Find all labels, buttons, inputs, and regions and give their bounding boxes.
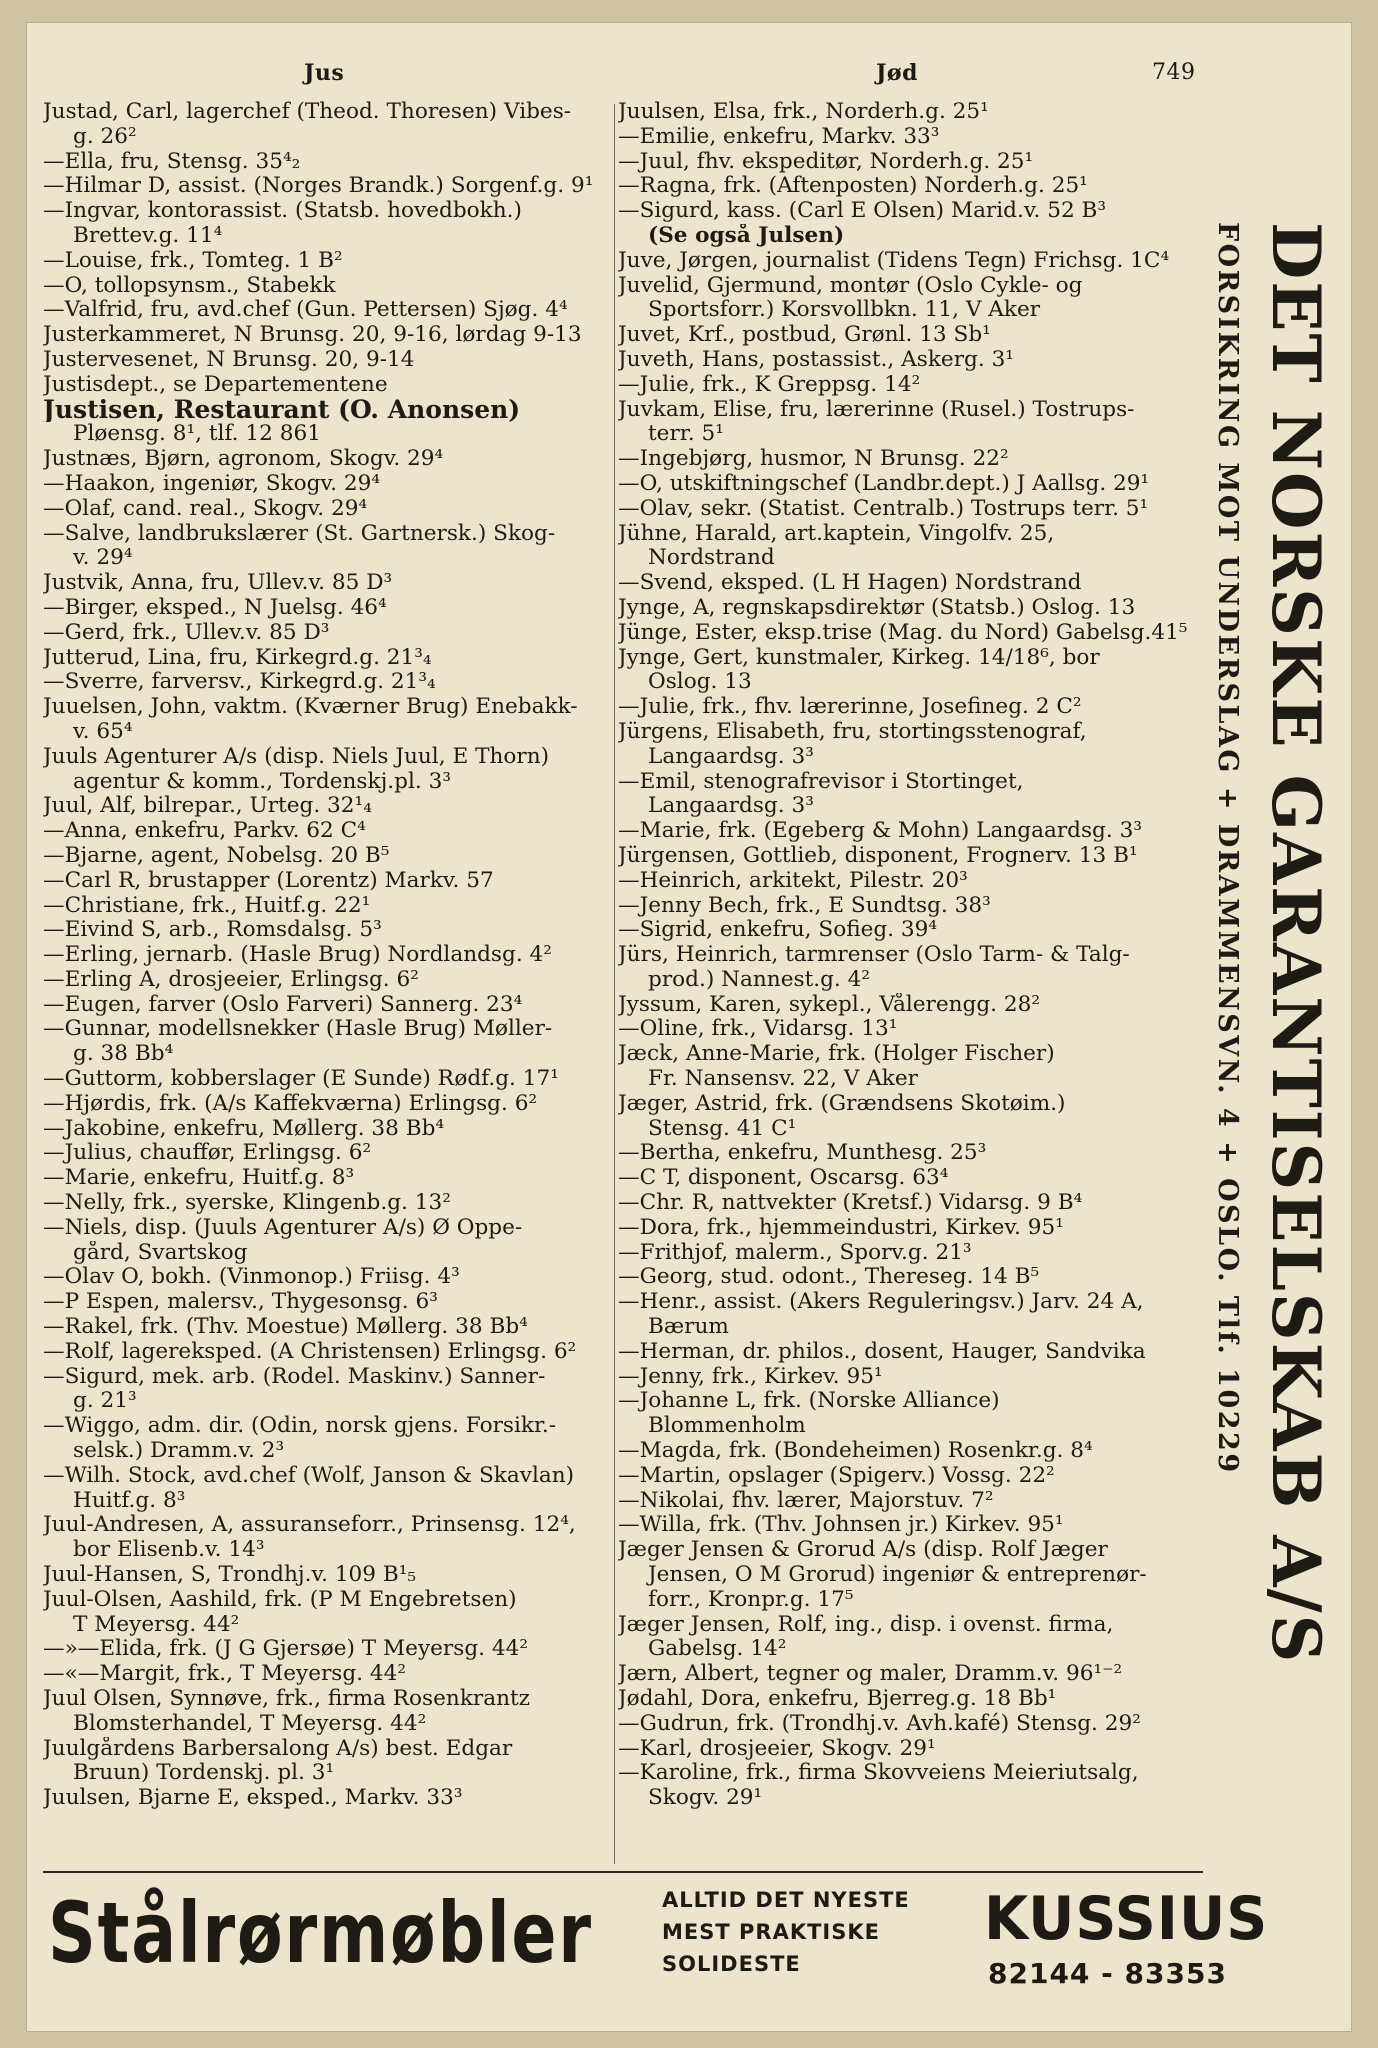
directory-entry-line: Jünge, Ester, eksp.trise (Mag. du Nord) Gabelsg.41⁵ [618,620,1188,645]
directory-entry-line: —Henr., assist. (Akers Reguleringsv.) Jarv. 24 A, [618,1290,1144,1315]
directory-entry-line: —Karl, drosjeeier, Skogv. 29¹ [618,1736,936,1761]
directory-entry-line: —Nikolai, fhv. lærer, Majorstuv. 7² [618,1488,994,1513]
directory-entry-line: —Gudrun, frk. (Trondhj.v. Avh.kafé) Stensg. 29² [618,1711,1141,1736]
directory-entry-line: Huitf.g. 8³ [73,1488,186,1513]
directory-entry-line: —Salve, landbrukslærer (St. Gartnersk.) Skog- [43,521,556,546]
directory-entry-line: Justvik, Anna, fru, Ullev.v. 85 D³ [43,571,393,596]
directory-entry-line: —Hjørdis, frk. (A/s Kaffekværna) Erlingsg. 6² [43,1091,538,1116]
directory-entry-line: Juuls Agenturer A/s (disp. Niels Juul, E Thorn) [43,744,550,769]
directory-entry-line: terr. 5¹ [648,422,724,447]
directory-entry-line: —Sigurd, mek. arb. (Rodel. Maskinv.) Sanner- [43,1364,546,1389]
directory-entry-line: —Juul, fhv. ekspeditør, Norderh.g. 25¹ [618,149,1034,174]
directory-entry-line: —Oline, frk., Vidarsg. 13¹ [618,1017,898,1042]
directory-entry-line: Langaardsg. 3³ [648,794,814,819]
directory-entry-line: Jürgens, Elisabeth, fru, stortingsstenograf, [618,719,1087,744]
directory-entry-line: —Ragna, frk. (Aftenposten) Norderh.g. 25¹ [618,174,1088,199]
directory-entry-line: T Meyersg. 44² [73,1612,240,1637]
directory-entry-line: —Ingebjørg, husmor, N Brunsg. 22² [618,447,1009,472]
directory-entry-line: —«—Margit, frk., T Meyersg. 44² [43,1662,407,1687]
directory-entry-line: Jærn, Albert, tegner og maler, Dramm.v. 96¹⁻² [618,1662,1123,1687]
directory-entry-line: —Jakobine, enkefru, Møllerg. 38 Bb⁴ [43,1116,445,1141]
directory-entry-line: Pløensg. 8¹, tlf. 12 861 [73,422,321,447]
directory-entry-line: Jürgensen, Gottlieb, disponent, Frognerv. 13 B¹ [618,843,1138,868]
directory-entry-line: Jæger Jensen, Rolf, ing., disp. i ovenst. firma, [618,1612,1114,1637]
directory-entry-line: —Olaf, cand. real., Skogv. 29⁴ [43,496,368,521]
directory-entry-line: forr., Kronpr.g. 17⁵ [648,1587,854,1612]
directory-entry-line: —Julie, frk., fhv. lærerinne, Josefineg. 2 C² [618,695,1082,720]
directory-entry-line: agentur & komm., Tordenskj.pl. 3³ [73,769,452,794]
directory-entry-line: Justisdept., se Departementene [43,372,388,397]
directory-entry-line: —Svend, eksped. (L H Hagen) Nordstrand [618,571,1082,596]
directory-entry-line: —Wilh. Stock, avd.chef (Wolf, Janson & Skavlan) [43,1463,575,1488]
directory-entry-line: —Carl R, brustapper (Lorentz) Markv. 57 [43,868,494,893]
directory-entry-line: —Emilie, enkefru, Markv. 33³ [618,124,940,149]
directory-entry-line: Blomsterhandel, T Meyersg. 44² [73,1711,427,1736]
directory-entry-line: Fr. Nansensv. 22, V Aker [648,1067,918,1092]
directory-entry-line: —C T, disponent, Oscarsg. 63⁴ [618,1166,949,1191]
directory-entry-line: —Sigurd, kass. (Carl E Olsen) Marid.v. 52 B³ [618,199,1107,224]
directory-entry-line: Juvet, Krf., postbud, Grønl. 13 Sb¹ [618,323,991,348]
directory-entry-line: —Bjarne, agent, Nobelsg. 20 B⁵ [43,843,390,868]
directory-entry-line: Juul Olsen, Synnøve, frk., firma Rosenkrantz [43,1687,531,1711]
directory-entry-line: —Gerd, frk., Ullev.v. 85 D³ [43,620,330,645]
bottom-ad-phones: 82144 - 83353 [988,1957,1227,1990]
directory-entry-line: Jensen, O M Grorud) ingeniør & entreprenør- [648,1563,1147,1588]
directory-entry-line: —O, utskiftningschef (Landbr.dept.) J Aallsg. 29¹ [618,471,1150,496]
directory-entry-line: —Heinrich, arkitekt, Pilestr. 20³ [618,868,968,893]
directory-entry-line: Sportsforr.) Korsvollbkn. 11, V Aker [648,298,1041,323]
directory-page [26,22,1352,2032]
bottom-ad-line: ALLTID DET NYESTE [662,1888,910,1912]
side-ad-title: DET NORSKE GARANTISELSKAB A/S [1257,222,1335,1665]
directory-entry-line: —Marie, enkefru, Huitf.g. 8³ [43,1166,355,1191]
directory-entry-line: Langaardsg. 3³ [648,744,814,769]
header-left: Jus [304,60,345,86]
directory-entry-line: —Rolf, lagereksped. (A Christensen) Erlingsg. 6² [43,1339,577,1364]
directory-entry-line: —Julius, chauffør, Erlingsg. 6² [43,1141,372,1166]
directory-entry-line: —Valfrid, fru, avd.chef (Gun. Pettersen) Sjøg. 4⁴ [43,298,568,323]
directory-entry-line: Bærum [648,1315,729,1340]
directory-entry-line: Jæger, Astrid, frk. (Grændsens Skotøim.) [618,1091,1066,1116]
directory-entry-line: Stensg. 41 C¹ [648,1116,797,1141]
directory-entry-line: v. 29⁴ [73,546,133,571]
directory-entry-line: Juveth, Hans, postassist., Askerg. 3¹ [618,347,1014,372]
bottom-ad-brand: KUSSIUS [984,1884,1269,1954]
directory-entry-line: —Martin, opslager (Spigerv.) Vossg. 22² [618,1463,1055,1488]
directory-entry-line: —Wiggo, adm. dir. (Odin, norsk gjens. Forsikr.- [43,1414,557,1439]
directory-entry-line: gård, Svartskog [73,1240,248,1265]
directory-entry-line: Jürs, Heinrich, tarmrenser (Oslo Tarm- & Talg- [618,943,1130,968]
directory-entry-line: bor Elisenb.v. 14³ [73,1538,265,1563]
directory-entry-line: —Marie, frk. (Egeberg & Mohn) Langaardsg. 3³ [618,819,1143,844]
bottom-ad-line: MEST PRAKTISKE [662,1920,880,1944]
directory-entry-line: Justerkammeret, N Brunsg. 20, 9-16, lørdag 9-13 [43,323,582,348]
directory-entry-line: Juuelsen, John, vaktm. (Kværner Brug) Enebakk- [43,695,578,720]
directory-entry-line: —Nelly, frk., syerske, Klingenb.g. 13² [43,1191,451,1216]
directory-entry-line: —Herman, dr. philos., dosent, Hauger, Sandvika [618,1339,1146,1364]
directory-entry-line: (Se også Julsen) [648,223,845,248]
column-divider [614,104,615,1864]
directory-entry-line: Brettev.g. 11⁴ [73,223,223,248]
directory-entry-line: Jynge, Gert, kunstmaler, Kirkeg. 14/18⁶, bor [618,645,1100,670]
directory-entry-line: Juul-Hansen, S, Trondhj.v. 109 B¹₅ [43,1563,417,1588]
directory-entry-line: —Jenny Bech, frk., E Sundtsg. 38³ [618,893,991,918]
directory-entry-line: —Haakon, ingeniør, Skogv. 29⁴ [43,471,381,496]
directory-entry-line: Juul-Olsen, Aashild, frk. (P M Engebretsen) [43,1587,517,1612]
directory-entry-line: —»—Elida, frk. (J G Gjersøe) T Meyersg. 44² [43,1637,529,1662]
header-right: Jød [876,60,918,86]
directory-entry-line: —Ingvar, kontorassist. (Statsb. hovedbokh.) [43,199,522,224]
directory-entry-line: Juul, Alf, bilrepar., Urteg. 32¹₄ [43,794,372,819]
directory-entry-line: —Willa, frk. (Thv. Johnsen jr.) Kirkev. 95¹ [618,1513,1064,1538]
directory-entry-line: —Emil, stenografrevisor i Stortinget, [618,769,1024,794]
right-column [618,100,1203,1811]
directory-entry-line: Juul-Andresen, A, assuranseforr., Prinsensg. 12⁴, [43,1513,576,1538]
directory-entry-line: —Sigrid, enkefru, Sofieg. 39⁴ [618,918,938,943]
directory-entry-line: —Georg, stud. odont., Thereseg. 14 B⁵ [618,1265,1040,1290]
directory-entry-line: g. 21³ [73,1389,137,1414]
directory-entry-line: —Birger, eksped., N Juelsg. 46⁴ [43,595,387,620]
directory-entry-line: —Johanne L, frk. (Norske Alliance) [618,1389,1000,1414]
directory-entry-line: Bruun) Tordenskj. pl. 3¹ [73,1761,335,1786]
page-number: 749 [1152,60,1196,85]
directory-entry-line: —Niels, disp. (Juuls Agenturer A/s) Ø Oppe- [43,1215,523,1240]
directory-entry-line: —Christiane, frk., Huitf.g. 22¹ [43,893,371,918]
directory-entry-line: Juve, Jørgen, journalist (Tidens Tegn) Frichsg. 1C⁴ [618,248,1170,273]
bottom-divider [43,1871,1203,1873]
directory-entry-line: —Bertha, enkefru, Munthesg. 25³ [618,1141,987,1166]
directory-entry-line: —Eivind S, arb., Romsdalsg. 5³ [43,918,382,943]
directory-entry-line: —Dora, frk., hjemmeindustri, Kirkev. 95¹ [618,1215,1064,1240]
directory-entry-line: —Chr. R, nattvekter (Kretsf.) Vidarsg. 9 B⁴ [618,1191,1083,1216]
directory-entry-line: —Magda, frk. (Bondeheimen) Rosenkr.g. 8⁴ [618,1439,1093,1464]
directory-entry-line: Juulsen, Elsa, frk., Norderh.g. 25¹ [618,100,989,124]
directory-entry-line: —Gunnar, modellsnekker (Hasle Brug) Møller- [43,1017,553,1042]
directory-entry-line: prod.) Nannest.g. 4² [648,967,871,992]
directory-entry-line: g. 26² [73,124,137,149]
directory-entry-line: —Karoline, frk., firma Skovveiens Meieriutsalg, [618,1761,1139,1786]
directory-entry-line: —Olav, sekr. (Statist. Centralb.) Tostrups terr. 5¹ [618,496,1149,521]
directory-entry-line: —Olav O, bokh. (Vinmonop.) Friisg. 4³ [43,1265,460,1290]
directory-entry-line: Jynge, A, regnskapsdirektør (Statsb.) Oslog. 13 [618,595,1136,620]
directory-entry-line: Justad, Carl, lagerchef (Theod. Thoresen) Vibes- [43,100,572,124]
directory-entry-line: —Sverre, farversv., Kirkegrd.g. 21³₄ [43,670,436,695]
directory-entry-line: Juulsen, Bjarne E, eksped., Markv. 33³ [43,1786,463,1811]
directory-entry-line: —Hilmar D, assist. (Norges Brandk.) Sorgenf.g. 9¹ [43,174,594,199]
directory-entry-line: —Julie, frk., K Greppsg. 14² [618,372,921,397]
directory-entry-line: —Anna, enkefru, Parkv. 62 C⁴ [43,819,366,844]
directory-entry-line: Jæger Jensen & Grorud A/s (disp. Rolf Jæger [618,1538,1108,1563]
directory-entry-line: Juulgårdens Barbersalong A/s) best. Edgar [43,1736,513,1761]
side-advertisement [1212,222,1348,1922]
directory-entry-line: Jæck, Anne-Marie, frk. (Holger Fischer) [618,1042,1055,1067]
directory-entry-line: Skogv. 29¹ [648,1786,763,1811]
directory-entry-line: Justervesenet, N Brunsg. 20, 9-14 [43,347,415,372]
directory-entry-line: Jødahl, Dora, enkefru, Bjerreg.g. 18 Bb¹ [618,1687,1057,1711]
left-column [43,100,632,1811]
directory-entry-line: —Louise, frk., Tomteg. 1 B² [43,248,343,273]
directory-entry-line: Justnæs, Bjørn, agronom, Skogv. 29⁴ [43,447,444,472]
bottom-ad-middle [662,1884,910,1980]
directory-entry-line: Juvkam, Elise, fru, lærerinne (Rusel.) Tostrups- [618,397,1135,422]
directory-entry-line: selsk.) Dramm.v. 2³ [73,1439,285,1464]
directory-entry-line: —Guttorm, kobberslager (E Sunde) Rødf.g. 17¹ [43,1067,559,1092]
side-ad-subtitle: FORSIKRING MOT UNDERSLAG + DRAMMENSVN. 4 + OSLO. Tlf. 10229 [1212,222,1243,1475]
bottom-ad-line: SOLIDESTE [662,1952,801,1976]
directory-entry-line: Jühne, Harald, art.kaptein, Vingolfv. 25, [618,521,1055,546]
bottom-ad-left: Stålrørmøbler [48,1884,593,1982]
directory-entry-line: —O, tollopsynsm., Stabekk [43,273,336,298]
directory-entry-line: v. 65⁴ [73,719,133,744]
directory-entry-line: —Rakel, frk. (Thv. Moestue) Møllerg. 38 Bb⁴ [43,1315,528,1340]
directory-entry-line: Nordstrand [648,546,775,571]
directory-entry-line: —Erling A, drosjeeier, Erlingsg. 6² [43,967,419,992]
directory-entry-line: —P Espen, malersv., Thygesonsg. 6³ [43,1290,438,1315]
directory-entry-line: Jutterud, Lina, fru, Kirkegrd.g. 21³₄ [43,645,432,670]
directory-entry-line: —Ella, fru, Stensg. 35⁴₂ [43,149,301,174]
directory-entry-line: —Eugen, farver (Oslo Farveri) Sannerg. 23⁴ [43,992,523,1017]
directory-entry-line: —Erling, jernarb. (Hasle Brug) Nordlandsg. 4² [43,943,552,968]
directory-entry-line: Blommenholm [648,1414,806,1439]
directory-entry-line: g. 38 Bb⁴ [73,1042,174,1067]
directory-entry-line: —Frithjof, malerm., Sporv.g. 21³ [618,1240,972,1265]
directory-entry-line: Gabelsg. 14² [648,1637,787,1662]
directory-entry-line: Juvelid, Gjermund, montør (Oslo Cykle- og [618,273,1083,298]
directory-entry-line: Justisen, Restaurant (O. Anonsen) [43,397,521,423]
directory-entry-line: —Jenny, frk., Kirkev. 95¹ [618,1364,883,1389]
directory-entry-line: Oslog. 13 [648,670,752,695]
directory-entry-line: Jyssum, Karen, sykepl., Vålerengg. 28² [618,992,1041,1017]
